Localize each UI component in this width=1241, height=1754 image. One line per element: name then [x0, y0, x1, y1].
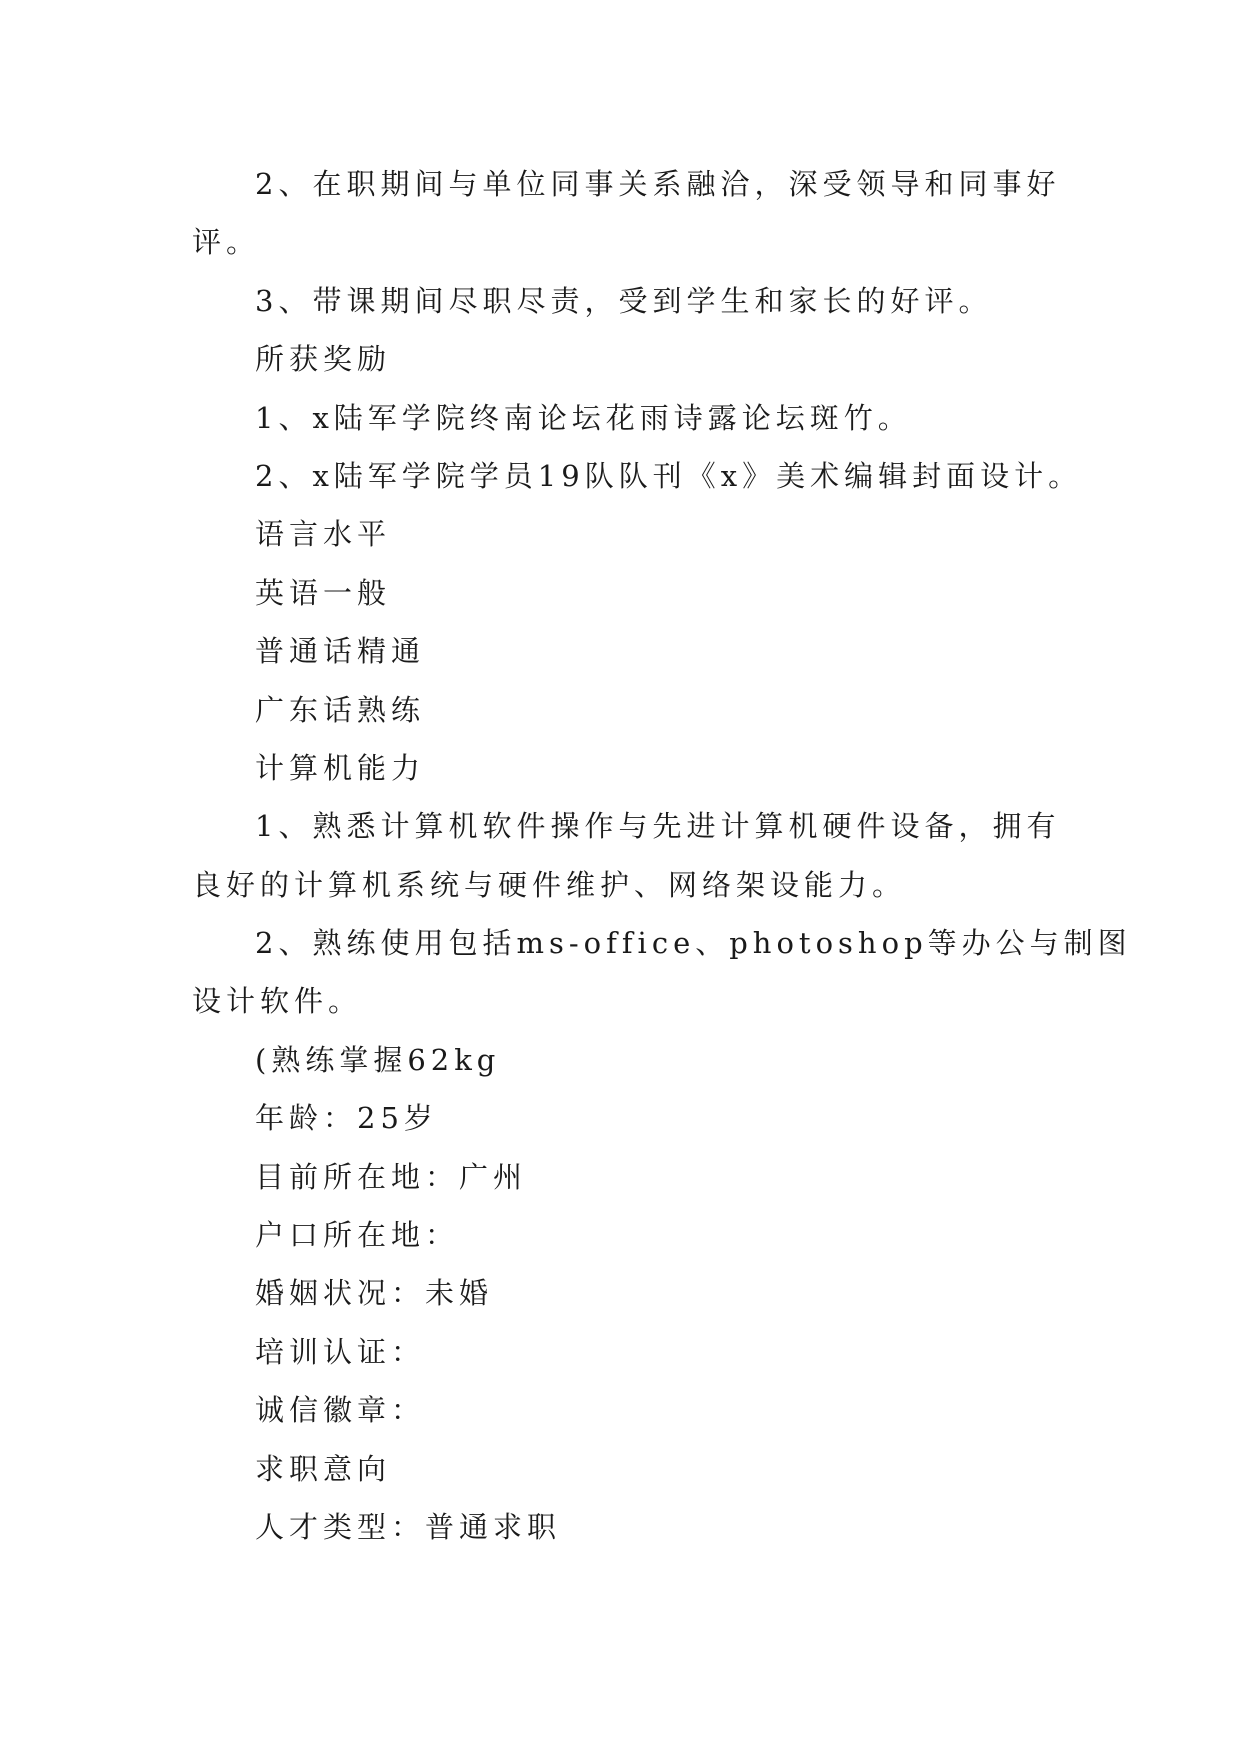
- section-heading-job-intention: [192, 1440, 1192, 1498]
- profile-household-registration: [192, 1206, 1192, 1264]
- profile-current-location: [192, 1148, 1192, 1206]
- paragraph-colleague-relations: [192, 155, 1192, 272]
- award-item: [192, 389, 1192, 447]
- section-heading: 计算机能力: [255, 750, 426, 785]
- paragraph-line: 诚信徽章：: [255, 1393, 426, 1428]
- paragraph-line: 2、在职期间与单位同事关系融洽，深受领导和同事好: [255, 167, 1061, 201]
- profile-marital-status: [192, 1264, 1192, 1322]
- paragraph-line: 户口所在地：: [255, 1218, 460, 1253]
- paragraph-teaching: [192, 272, 1192, 330]
- language-item: [192, 622, 1192, 680]
- section-heading: 求职意向: [255, 1451, 392, 1486]
- paragraph-line: 设计软件。: [192, 984, 363, 1019]
- profile-age: [192, 1089, 1192, 1147]
- paragraph-line: 1、x陆军学院终南论坛花雨诗露论坛斑竹。: [255, 400, 912, 435]
- paragraph-line: (熟练掌握62kg: [255, 1042, 501, 1077]
- profile-item: [192, 1031, 1192, 1089]
- section-heading-awards: [192, 330, 1192, 388]
- paragraph-line: 良好的计算机系统与硬件维护、网络架设能力。: [192, 867, 907, 902]
- paragraph-line: 培训认证：: [255, 1334, 426, 1369]
- profile-certification: [192, 1323, 1192, 1381]
- paragraph-line: 婚姻状况：未婚: [255, 1276, 494, 1311]
- paragraph-line: 目前所在地：广州: [255, 1159, 528, 1194]
- paragraph-line: 评。: [192, 225, 261, 260]
- section-heading-computer: [192, 739, 1192, 797]
- language-item: [192, 564, 1192, 622]
- paragraph-line: 2、熟练使用包括ms-office、photoshop等办公与制图: [255, 926, 1132, 961]
- profile-integrity-badge: [192, 1381, 1192, 1439]
- section-heading: 语言水平: [255, 517, 392, 552]
- paragraph-line: 广东话熟练: [255, 692, 426, 727]
- paragraph-line: 3、带课期间尽职尽责，受到学生和家长的好评。: [255, 283, 993, 318]
- paragraph-line: 人才类型：普通求职: [255, 1509, 562, 1544]
- paragraph-line: 年龄：25岁: [255, 1101, 438, 1136]
- computer-skill-item: [192, 914, 1192, 1031]
- language-item: [192, 681, 1192, 739]
- job-talent-type: [192, 1498, 1192, 1556]
- section-heading: 所获奖励: [255, 342, 392, 377]
- paragraph-line: 1、熟悉计算机软件操作与先进计算机硬件设备，拥有: [255, 809, 1061, 844]
- document-body: [192, 155, 1192, 1556]
- computer-skill-item: [192, 797, 1192, 914]
- paragraph-line: 英语一般: [255, 575, 392, 610]
- paragraph-line: 2、x陆军学院学员19队队刊《x》美术编辑封面设计。: [255, 458, 1083, 493]
- section-heading-language: [192, 505, 1192, 563]
- paragraph-line: 普通话精通: [255, 634, 426, 669]
- award-item: [192, 447, 1192, 505]
